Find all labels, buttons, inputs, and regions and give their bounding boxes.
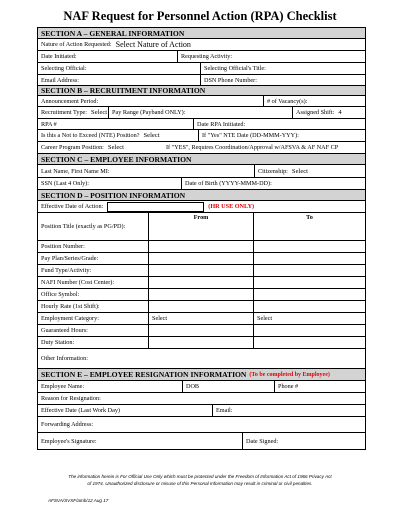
citizenship-select[interactable]: Select [291,167,309,175]
announcement-period-label: Announcement Period: [41,97,99,105]
duty-station-label: Duty Station: [41,339,75,346]
employee-name-resign-label: Employee Name: [41,383,85,390]
nature-of-action-label: Nature of Action Requested: [41,41,112,48]
pay-plan-from[interactable] [148,253,253,264]
assigned-shift-label: Assigned Shift: [296,109,335,116]
effective-last-day-label: Effective Date (Last Work Day) [41,407,120,414]
selecting-official-title-label: Selecting Official's Title: [204,65,266,72]
section-a-heading: SECTION A – GENERAL INFORMATION [38,28,365,39]
employee-name-resign-field[interactable] [38,381,182,392]
resign-dob-field[interactable] [182,381,274,392]
employee-name-field[interactable] [38,165,254,177]
employment-category-from[interactable] [148,313,253,324]
nte-date-label: If "Yes" NTE Date (DD-MMM-YYY): [202,132,299,139]
pay-plan-to[interactable] [253,253,365,264]
date-signed-field[interactable] [242,433,365,449]
pay-range-field[interactable] [108,107,292,118]
recruitment-type-label: Recruitment Type: [41,109,88,116]
dsn-phone-label: DSN Phone Number: [204,76,257,84]
position-number-to[interactable] [253,241,365,252]
hourly-rate-to[interactable] [253,301,365,312]
duty-station-to[interactable] [253,337,365,348]
position-title-from[interactable] [148,213,253,240]
section-e-note: (To be completed by Employee) [249,371,330,378]
career-program-note: If "YES", Requires Coordination/Approval w/AFSVA & AF NAF CP [166,144,339,151]
office-symbol-to[interactable] [253,289,365,300]
effective-date-label: Effective Date of Action: [41,203,104,210]
requesting-activity-field[interactable] [177,51,365,62]
rpa-number-label: RPA # [41,120,57,128]
employee-name-label: Last Name, First Name MI: [41,167,110,175]
resign-email-field[interactable] [212,405,365,416]
employee-signature-label: Employee's Signature: [41,437,97,445]
privacy-footer-line-1: The information herein is For Official Use Only which must be protected under the Freedom of Information Act of 1966 Privacy Act [68,474,332,479]
section-c-heading: SECTION C – EMPLOYEE INFORMATION [38,154,365,165]
ssn-field[interactable] [38,178,181,189]
hourly-rate-from[interactable] [148,301,253,312]
requesting-activity-label: Requesting Activity: [181,53,233,60]
pay-plan-label: Pay Plan/Series/Grade: [41,255,99,262]
page-title: NAF Request for Personnel Action (RPA) Checklist [63,9,337,23]
date-of-birth-field[interactable] [181,178,365,189]
assigned-shift-value[interactable]: 4 [338,109,342,116]
career-program-select[interactable]: Select [107,144,125,151]
privacy-footer [0,474,400,487]
recruitment-type-select[interactable]: Select [91,109,108,116]
selecting-official-field[interactable] [38,63,200,74]
position-number-from[interactable] [148,241,253,252]
guaranteed-hours-label: Guaranteed Hours: [41,327,88,334]
nte-position-field[interactable] [38,130,198,141]
guaranteed-hours-from[interactable] [148,325,253,336]
nafi-number-to[interactable] [253,277,365,288]
from-column-header: From [193,214,209,221]
employment-category-label: Employment Category: [41,315,99,322]
announcement-period-field[interactable] [38,96,263,106]
employment-category-to-select[interactable]: Select [257,315,273,322]
selecting-official-title-field[interactable] [200,63,365,74]
position-number-label: Position Number: [41,243,85,250]
nature-of-action-select[interactable]: Select Nature of Action [115,40,191,49]
career-program-label: Career Program Position: [41,144,104,151]
section-e-heading [38,369,365,381]
form-code: AFSVA/SVXF/amb/12 Aug 17 [48,498,109,503]
section-d-heading: SECTION D – POSITION INFORMATION [38,190,365,201]
fund-type-to[interactable] [253,265,365,276]
employment-category-from-select[interactable]: Select [152,315,168,322]
privacy-footer-line-2: of 1974. Unauthorized disclosure or misuse of this Personal Information may result in criminal or civil penalties. [87,480,313,486]
nafi-number-from[interactable] [148,277,253,288]
to-column-header: To [306,214,313,221]
date-initiated-field[interactable] [38,51,177,62]
effective-last-day-field[interactable] [38,405,212,416]
citizenship-label: Citizenship: [258,167,288,175]
ssn-label: SSN (Last 4 Only): [41,180,89,187]
effective-date-input[interactable] [107,202,204,212]
vacancies-label: # of Vacancy(s): [267,97,308,105]
other-information-label: Other Information: [41,355,88,362]
reason-resignation-label: Reason for Resignation: [41,395,101,402]
email-field[interactable] [38,75,200,85]
employment-category-to[interactable] [253,313,365,324]
position-title-to[interactable] [253,213,365,240]
career-program-field[interactable] [38,142,163,153]
forwarding-address-field[interactable] [38,417,365,432]
duty-station-from[interactable] [148,337,253,348]
nature-of-action-field[interactable] [38,39,365,50]
rpa-checklist-form [37,27,366,450]
resign-dob-label: DOB [186,383,200,390]
hr-use-only-note: (HR USE ONLY) [208,203,255,210]
resign-email-label: Email: [216,407,233,414]
forwarding-address-label: Forwarding Address: [41,421,94,428]
office-symbol-label: Office Symbol: [41,291,80,298]
recruitment-type-field[interactable] [38,107,108,118]
date-of-birth-label: Date of Birth (YYYY-MMM-DD): [185,180,272,187]
fund-type-from[interactable] [148,265,253,276]
assigned-shift-field[interactable] [292,107,365,118]
rpa-number-field[interactable] [38,119,193,129]
fund-type-label: Fund Type/Activity: [41,267,92,274]
employee-signature-field[interactable] [38,433,242,449]
phone-field[interactable] [274,381,365,392]
phone-label: Phone # [278,383,299,390]
dsn-phone-field[interactable] [200,75,365,85]
office-symbol-from[interactable] [148,289,253,300]
pay-range-label: Pay Range (Payband ONLY): [112,109,186,116]
other-information-field[interactable] [38,349,365,368]
nte-position-select[interactable]: Select [143,132,160,139]
date-rpa-initiated-label: Date RPA Initiated: [197,120,246,128]
selecting-official-label: Selecting Official: [41,65,87,72]
guaranteed-hours-to[interactable] [253,325,365,336]
reason-resignation-field[interactable] [38,393,365,404]
section-e-title: SECTION E – EMPLOYEE RESIGNATION INFORMATION [41,370,247,379]
nafi-number-label: NAFI Number (Cost Center): [41,279,115,286]
citizenship-field[interactable] [254,165,365,177]
section-b-heading: SECTION B – RECRUITMENT INFORMATION [38,86,365,96]
nte-date-field[interactable] [198,130,365,141]
date-signed-label: Date Signed: [246,437,279,445]
vacancies-field[interactable] [263,96,365,106]
effective-date-field [38,201,365,212]
position-title-label: Position Title (exactly as PG/PD): [41,223,126,230]
hourly-rate-label: Hourly Rate (1st Shift): [41,303,100,310]
nte-position-label: Is this a Not to Exceed (NTE) Position? [41,132,140,139]
date-initiated-label: Date Initiated: [41,53,77,60]
email-label: Email Address: [41,76,79,84]
date-rpa-initiated-field[interactable] [193,119,365,129]
